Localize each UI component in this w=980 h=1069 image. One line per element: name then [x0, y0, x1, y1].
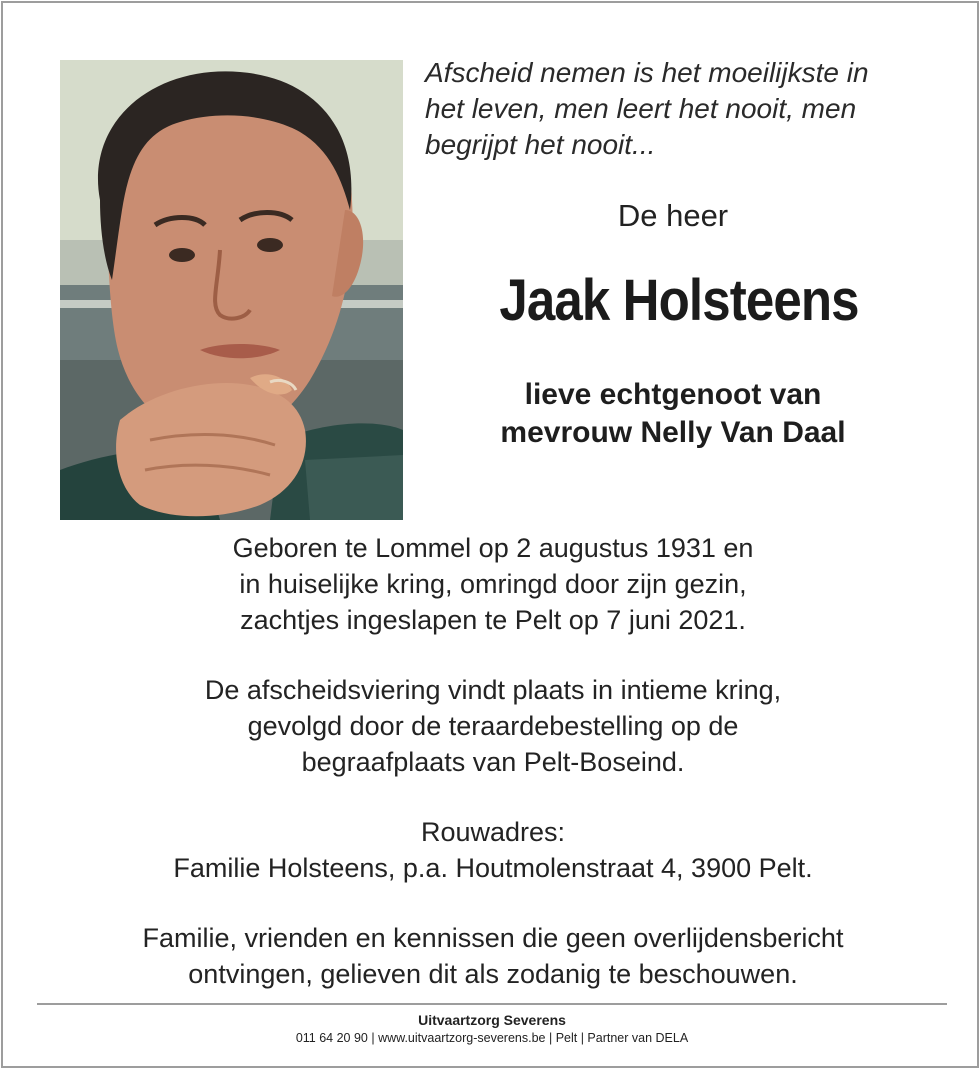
obituary-card [1, 1, 979, 1068]
paragraph-line: De afscheidsviering vindt plaats in intieme kring, [204, 675, 782, 705]
relation-line: mevrouw Nelly Van Daal [500, 416, 846, 449]
quote [425, 55, 945, 163]
address-line: Familie Holsteens, p.a. Houtmolenstraat 4, 3900 Pelt. [173, 853, 813, 883]
paragraph-line: in huiselijke kring, omringd door zijn gezin, [239, 569, 747, 599]
ceremony-paragraph [43, 672, 943, 780]
funeral-home-name: Uitvaartzorg Severens [418, 1012, 566, 1028]
relation-line: lieve echtgenoot van [524, 378, 822, 411]
portrait-photo [60, 60, 403, 520]
paragraph-line: begraafplaats van Pelt-Boseind. [301, 747, 685, 777]
salutation: De heer [617, 198, 729, 233]
paragraph-line: Geboren te Lommel op 2 augustus 1931 en [232, 533, 754, 563]
funeral-home-contact: 011 64 20 90 | www.uitvaartzorg-severens.be | Pelt | Partner van DELA [295, 1031, 689, 1045]
paragraph-line: ontvingen, gelieven dit als zodanig te beschouwen. [188, 959, 798, 989]
address-paragraph [43, 814, 943, 886]
relation [433, 376, 913, 452]
portrait-illustration [60, 60, 403, 520]
quote-line: Afscheid nemen is het moeilijkste in [425, 57, 869, 88]
paragraph-line: Familie, vrienden en kennissen die geen overlijdensbericht [142, 923, 844, 953]
quote-line: begrijpt het nooit... [425, 129, 656, 160]
notice-paragraph [43, 920, 943, 992]
quote-line: het leven, men leert het nooit, men [425, 93, 857, 124]
paragraph-line: gevolgd door de teraardebestelling op de [247, 711, 739, 741]
deceased-name: Jaak Holsteens [499, 268, 859, 333]
paragraph-line: zachtjes ingeslapen te Pelt op 7 juni 2021. [240, 605, 746, 635]
birth-death-paragraph [43, 530, 943, 638]
footer-divider [37, 1003, 947, 1005]
address-label: Rouwadres: [420, 817, 566, 847]
